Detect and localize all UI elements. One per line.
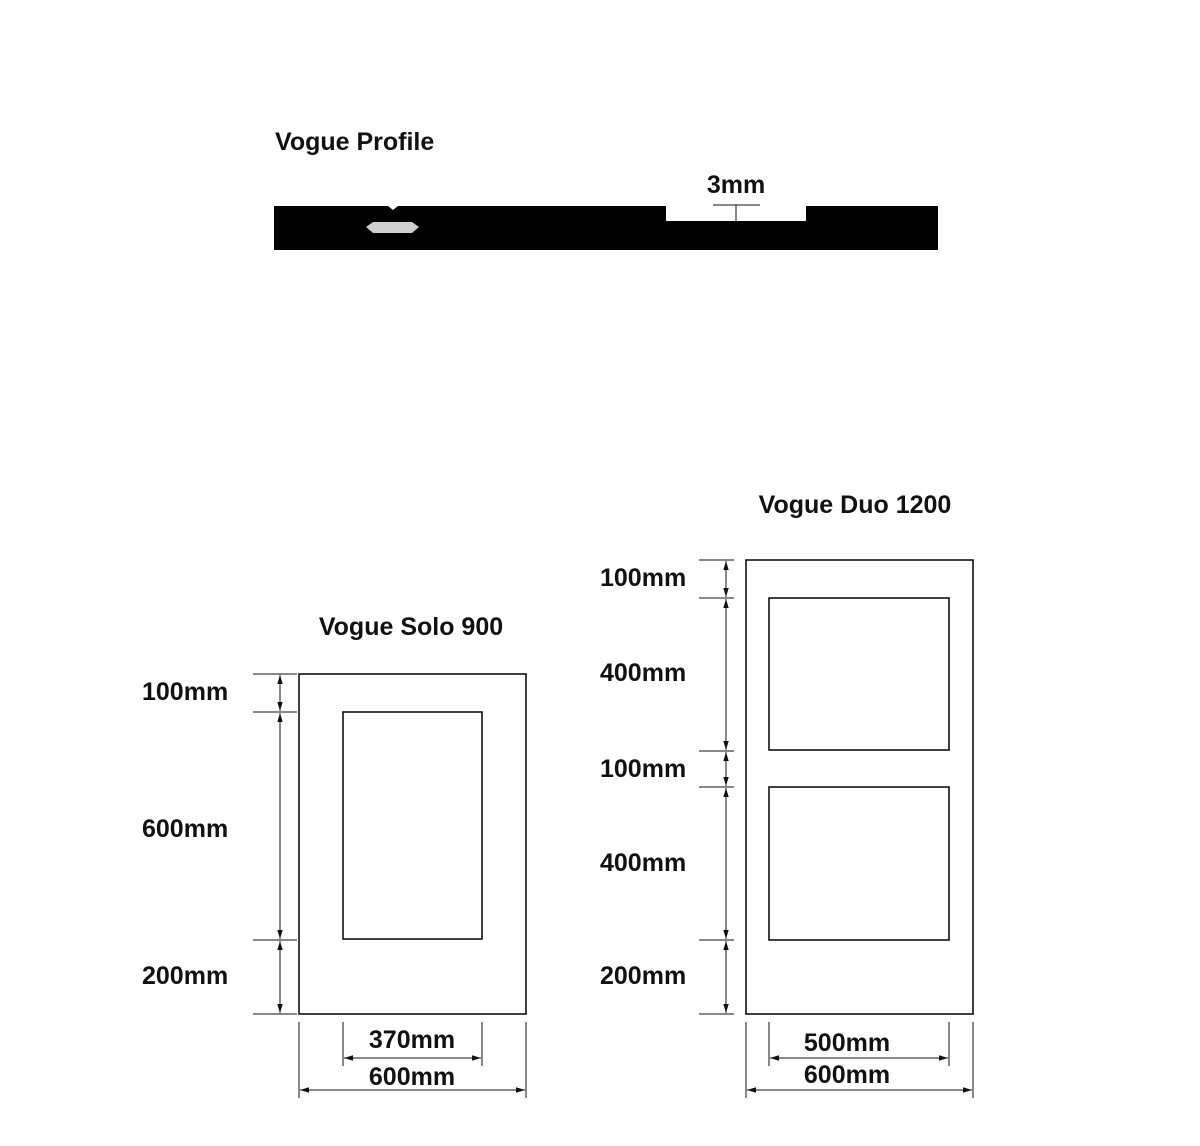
profile-title: Vogue Profile <box>275 128 435 156</box>
duo-upper-panel <box>769 598 949 750</box>
profile-section <box>274 128 938 250</box>
duo-top-rail-label: 100mm <box>600 564 687 592</box>
solo-glass-panel <box>343 712 482 939</box>
groove-dimension <box>713 205 760 221</box>
groove-label: 3mm <box>706 171 766 199</box>
solo-panel-height-label: 600mm <box>142 815 229 843</box>
solo-top-rail-label: 100mm <box>142 678 229 706</box>
duo-lower-panel <box>769 787 949 940</box>
solo-door-section <box>142 613 526 1098</box>
duo-bottom-rail-label: 200mm <box>600 962 687 990</box>
duo-panel-width-label: 500mm <box>803 1029 891 1057</box>
duo-upper-panel-label: 400mm <box>600 659 687 687</box>
solo-door-width-label: 600mm <box>368 1063 456 1091</box>
duo-door-width-label: 600mm <box>803 1061 891 1089</box>
duo-door-section <box>600 491 973 1098</box>
solo-panel-width-label: 370mm <box>368 1026 456 1054</box>
solo-bottom-rail-label: 200mm <box>142 962 229 990</box>
duo-lower-panel-label: 400mm <box>600 849 687 877</box>
solo-title: Vogue Solo 900 <box>318 613 504 641</box>
profile-insert <box>366 222 419 233</box>
duo-title: Vogue Duo 1200 <box>758 491 952 519</box>
duo-mid-rail-label: 100mm <box>600 755 687 783</box>
